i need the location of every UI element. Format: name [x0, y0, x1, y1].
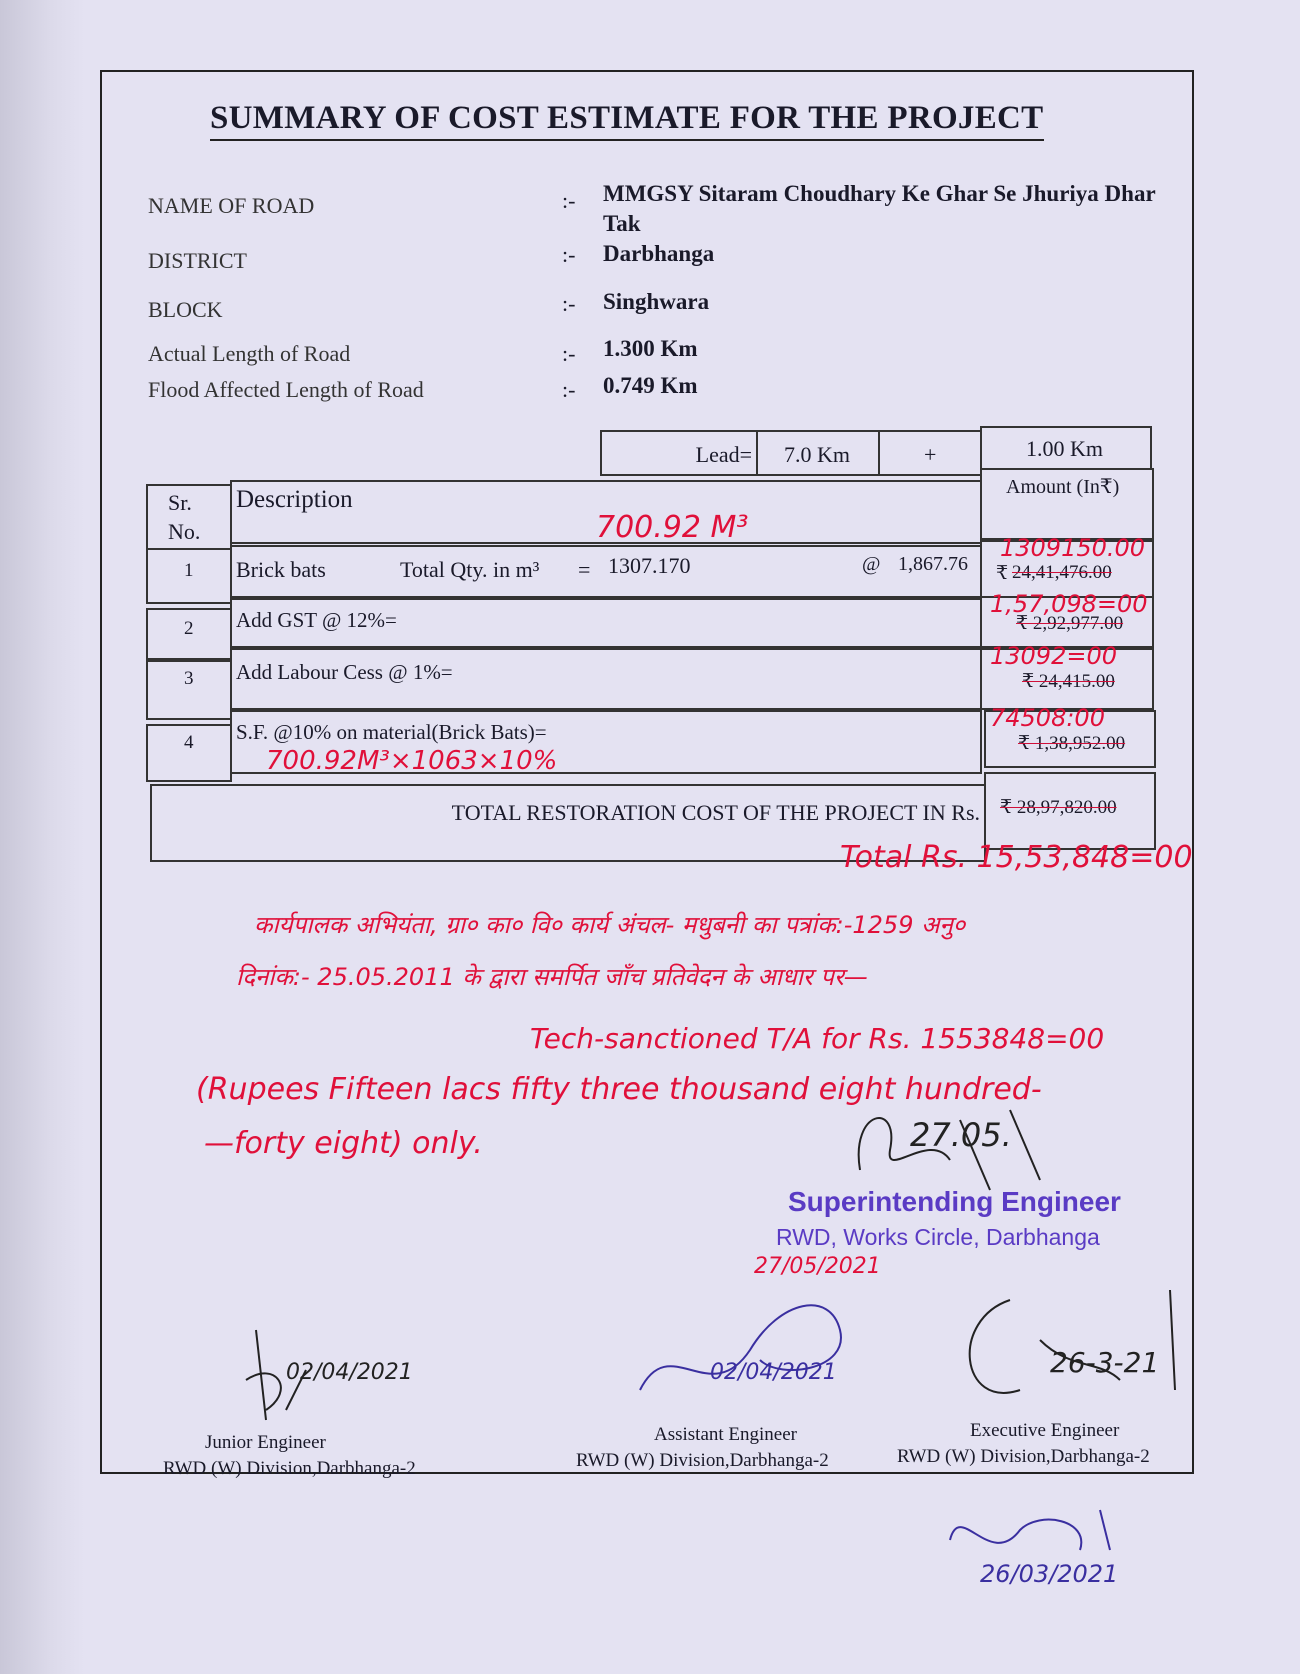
row4-sr-cell — [146, 724, 232, 782]
field-sep-road: :- — [562, 188, 576, 213]
ae-signature-date: 02/04/2021 — [710, 1360, 837, 1385]
ee-title: Executive Engineer — [970, 1420, 1120, 1441]
row3-sr-cell — [146, 660, 232, 720]
total-amount-cell — [984, 772, 1156, 850]
field-value-road-cont: Tak — [603, 211, 641, 236]
handwritten-row2-revised: 1,57,098=00 — [990, 590, 1148, 618]
field-sep-block: :- — [562, 291, 576, 316]
page-binding-shadow — [0, 0, 85, 1674]
field-value-flood-length: 0.749 Km — [603, 373, 698, 398]
lead-plus: + — [924, 442, 937, 467]
header-amount-cell — [980, 468, 1154, 540]
header-description: Description — [236, 486, 353, 513]
handwritten-se-date: 27/05/2021 — [754, 1254, 881, 1279]
handwritten-amount-words-1: (Rupees Fifteen lacs fifty three thousand eight hundred- — [196, 1072, 1042, 1107]
handwritten-row4-revised: 74508:00 — [990, 704, 1105, 732]
row1-sr-cell — [146, 548, 232, 604]
document-title: SUMMARY OF COST ESTIMATE FOR THE PROJECT — [210, 100, 1044, 141]
bottom-signature-mark — [930, 1480, 1170, 1620]
se-signature-mark — [840, 1090, 1080, 1200]
ae-title: Assistant Engineer — [654, 1424, 798, 1445]
field-value-district: Darbhanga — [603, 241, 715, 266]
row1-amount: 24,41,476.00 — [1012, 562, 1112, 583]
row4-amount: ₹ 1,38,952.00 — [1018, 733, 1126, 754]
row1-qty-label: Total Qty. in m³ — [400, 557, 540, 582]
row1-qty-eq: = — [578, 557, 591, 582]
field-value-road: MMGSY Sitaram Choudhary Ke Ghar Se Jhuriya Dhar — [603, 181, 1156, 206]
se-signature-date: 27.05. — [910, 1116, 1012, 1154]
row3-amount: ₹ 24,415.00 — [1022, 671, 1115, 692]
row4-sr: 4 — [184, 732, 194, 753]
ee-office: RWD (W) Division,Darbhanga-2 — [897, 1446, 1150, 1467]
se-stamp-title: Superintending Engineer — [788, 1186, 1121, 1217]
handwritten-tech-sanction: Tech-sanctioned T/A for Rs. 1553848=00 — [530, 1022, 1105, 1055]
handwritten-hindi-line1: कार्यपालक अभियंता, ग्रा० का० वि० कार्य अंचल- मधुबनी का पत्रांक:-1259 अनु० — [254, 911, 966, 939]
total-label: TOTAL RESTORATION COST OF THE PROJECT IN Rs. — [451, 800, 980, 825]
field-label-actual-length: Actual Length of Road — [148, 341, 351, 366]
row2-amount: ₹ 2,92,977.00 — [1016, 613, 1124, 634]
field-label-flood-length: Flood Affected Length of Road — [148, 377, 424, 402]
ae-signature-mark — [630, 1270, 880, 1420]
header-amount: Amount (In₹) — [1006, 476, 1120, 498]
handwritten-row1-revised: 1309150.00 — [1000, 534, 1146, 562]
row1-at: @ — [862, 553, 881, 575]
field-sep-actual-length: :- — [562, 341, 576, 366]
je-signature-date: 02/04/2021 — [286, 1360, 413, 1385]
row3-description: Add Labour Cess @ 1%= — [236, 660, 453, 684]
ee-signature-date: 26-3-21 — [1050, 1346, 1160, 1379]
lead-label-cell — [600, 430, 758, 476]
header-no: No. — [168, 519, 201, 544]
field-value-block: Singhwara — [603, 289, 710, 314]
row3-description-cell — [230, 648, 982, 710]
lead-plus-cell — [878, 430, 982, 476]
field-label-road: NAME OF ROAD — [148, 193, 315, 218]
row4-description: S.F. @10% on material(Brick Bats)= — [236, 720, 547, 744]
je-office: RWD (W) Division,Darbhanga-2 — [163, 1458, 416, 1479]
row1-description-cell — [230, 545, 982, 598]
field-sep-flood-length: :- — [562, 377, 576, 402]
handwritten-row3-revised: 13092=00 — [990, 642, 1117, 670]
bottom-signature-date: 26/03/2021 — [980, 1560, 1119, 1588]
ae-office: RWD (W) Division,Darbhanga-2 — [576, 1450, 829, 1471]
row2-description-cell — [230, 598, 982, 648]
handwritten-hindi-line2: दिनांक:- 25.05.2011 के द्वारा समर्पित जाँच प्रतिवेदन के आधार पर— — [236, 963, 868, 991]
field-value-actual-length: 1.300 Km — [603, 336, 698, 361]
lead-label: Lead= — [695, 442, 752, 467]
handwritten-row4-calc: 700.92M³×1063×10% — [266, 746, 558, 776]
row1-qty: 1307.170 — [608, 553, 691, 578]
field-label-district: DISTRICT — [148, 248, 247, 273]
row1-description: Brick bats — [236, 557, 326, 582]
total-amount: ₹ 28,97,820.00 — [1000, 797, 1117, 818]
se-stamp-office: RWD, Works Circle, Darbhanga — [776, 1224, 1100, 1250]
field-sep-district: :- — [562, 242, 576, 267]
lead-extra-cell — [980, 426, 1152, 470]
row2-sr: 2 — [184, 618, 194, 639]
field-label-block: BLOCK — [148, 297, 223, 322]
lead-value: 7.0 Km — [784, 442, 850, 467]
row3-sr: 3 — [184, 668, 194, 689]
handwritten-amount-words-2: —forty eight) only. — [204, 1126, 483, 1161]
lead-extra: 1.00 Km — [1026, 436, 1103, 461]
header-sr-cell — [146, 484, 232, 550]
row2-description: Add GST @ 12%= — [236, 608, 397, 632]
je-title: Junior Engineer — [205, 1432, 326, 1453]
row1-sr: 1 — [184, 560, 194, 581]
header-sr: Sr. — [168, 490, 192, 515]
row2-sr-cell — [146, 608, 232, 660]
row1-rupee: ₹ — [996, 563, 1009, 584]
row1-rate: 1,867.76 — [898, 553, 968, 575]
lead-value-cell — [756, 430, 880, 476]
handwritten-total: Total Rs. 15,53,848=00 — [840, 840, 1193, 875]
handwritten-qty-revised: 700.92 M³ — [596, 510, 749, 545]
